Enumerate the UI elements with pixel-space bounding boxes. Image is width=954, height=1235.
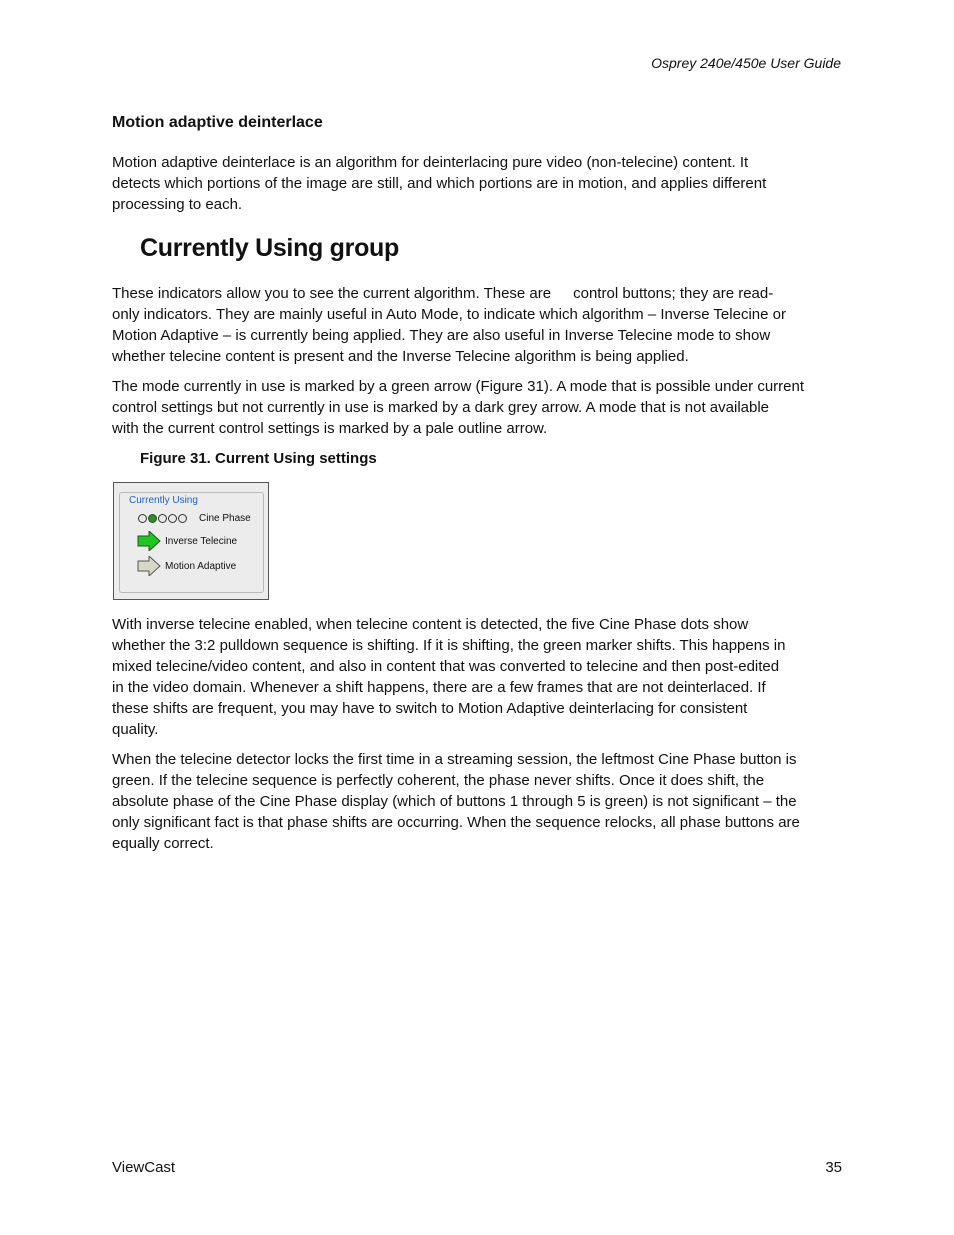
inverse-telecine-row <box>120 529 237 553</box>
cine-phase-dots <box>138 514 187 523</box>
text-line: whether the 3:2 pulldown sequence is shifting. If it is shifting, the green marker shifts. This happens in <box>112 637 786 654</box>
cine-phase-dot-4 <box>168 514 177 523</box>
currently-using-paragraph-2 <box>112 376 842 439</box>
outline-arrow-icon <box>137 556 161 576</box>
text-line: these shifts are frequent, you may have to switch to Motion Adaptive deinterlacing for consistent <box>112 700 748 717</box>
text-line: whether telecine content is present and the Inverse Telecine algorithm is being applied. <box>112 348 689 365</box>
text-line: with the current control settings is marked by a pale outline arrow. <box>112 420 548 437</box>
currently-using-paragraph-3 <box>112 614 842 740</box>
text-line: processing to each. <box>112 196 243 213</box>
cine-phase-label: Cine Phase <box>199 512 251 524</box>
footer-page-number: 35 <box>825 1159 842 1176</box>
cine-phase-dot-5 <box>178 514 187 523</box>
cine-phase-row <box>120 506 251 530</box>
cine-phase-dot-2 <box>148 514 157 523</box>
text-line: green. If the telecine sequence is perfectly coherent, the phase never shifts. Once it does shift, the <box>112 772 765 789</box>
motion-adaptive-label: Motion Adaptive <box>165 560 237 572</box>
cine-phase-dot-3 <box>158 514 167 523</box>
text-line: mixed telecine/video content, and also in content that was converted to telecine and then post-edited <box>112 658 780 675</box>
currently-using-figure <box>113 482 269 600</box>
text-line: only indicators. They are mainly useful in Auto Mode, to indicate which algorithm – Inverse Telecine or <box>112 306 786 323</box>
figure-caption: Figure 31. Current Using settings <box>140 450 377 467</box>
inverse-telecine-label: Inverse Telecine <box>165 535 238 547</box>
text-line: These indicators allow you to see the current algorithm. These are <box>112 285 552 302</box>
motion-adaptive-row <box>120 554 236 578</box>
cine-phase-dot-1 <box>138 514 147 523</box>
currently-using-paragraph-1 <box>112 283 842 367</box>
text-line: control buttons; they are read- <box>573 285 774 302</box>
section-heading-currently-using: Currently Using group <box>140 234 399 262</box>
text-line: Motion adaptive deinterlace is an algorithm for deinterlacing pure video (non-telecine) content. It <box>112 154 749 171</box>
text-line: The mode currently in use is marked by a green arrow (Figure 31). A mode that is possible under current <box>112 378 804 395</box>
currently-using-groupbox <box>119 492 264 593</box>
text-line: With inverse telecine enabled, when telecine content is detected, the five Cine Phase dots show <box>112 616 749 633</box>
text-line: detects which portions of the image are still, and which portions are in motion, and applies different <box>112 175 767 192</box>
footer-company: ViewCast <box>112 1159 176 1176</box>
text-line: control settings but not currently in use is marked by a dark grey arrow. A mode that is not available <box>112 399 770 416</box>
text-line: absolute phase of the Cine Phase display (which of buttons 1 through 5 is green) is not significant – the <box>112 793 797 810</box>
motion-adaptive-paragraph <box>112 152 842 215</box>
running-header: Osprey 240e/450e User Guide <box>651 55 841 71</box>
text-line: equally correct. <box>112 835 214 852</box>
text-line: only significant fact is that phase shifts are occurring. When the sequence relocks, all phase buttons are <box>112 814 800 831</box>
green-arrow-icon <box>137 531 161 551</box>
text-line: Motion Adaptive – is currently being applied. They are also useful in Inverse Telecine mode to show <box>112 327 771 344</box>
groupbox-title: Currently Using <box>129 495 198 506</box>
section-heading-motion-adaptive: Motion adaptive deinterlace <box>112 114 323 131</box>
currently-using-paragraph-4 <box>112 749 842 854</box>
text-line: quality. <box>112 721 159 738</box>
text-line: in the video domain. Whenever a shift happens, there are a few frames that are not deinterlaced. If <box>112 679 766 696</box>
text-line: When the telecine detector locks the first time in a streaming session, the leftmost Cine Phase button is <box>112 751 797 768</box>
